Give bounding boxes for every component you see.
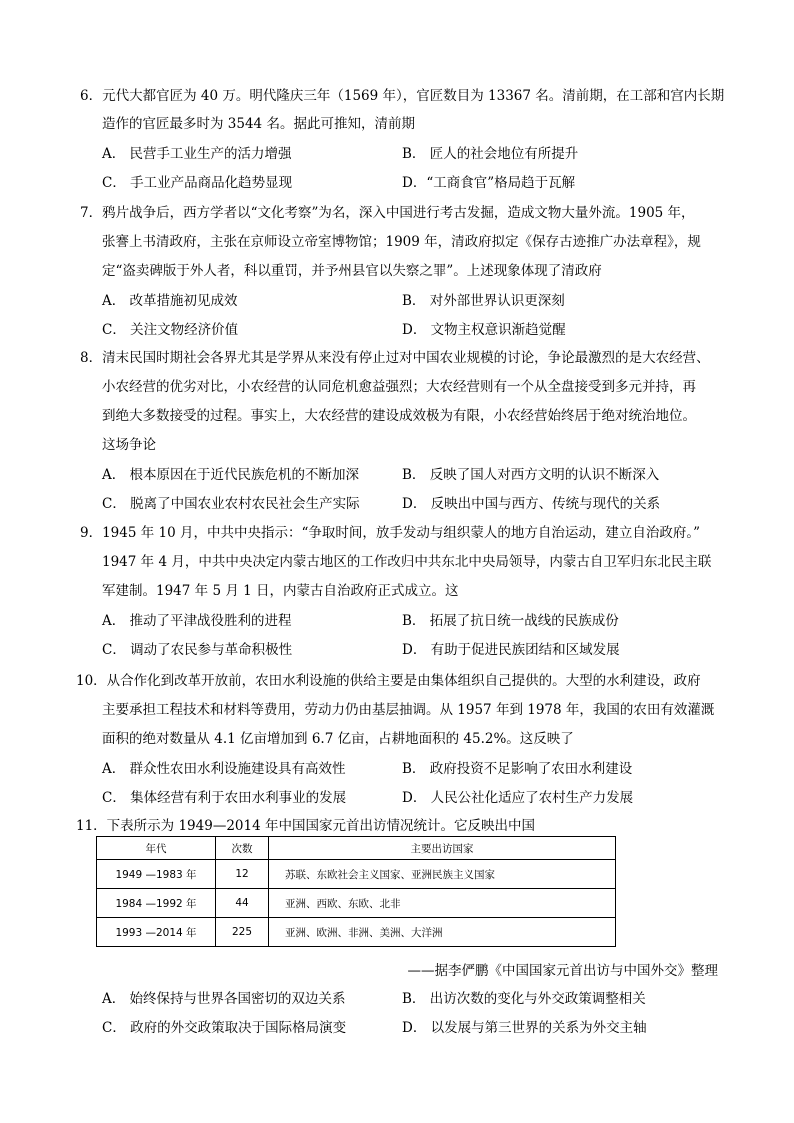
- table-cell: 亚洲、西欧、东欧、北非: [269, 889, 616, 918]
- table-header-cell: 主要出访国家: [269, 837, 616, 860]
- table-row: [97, 918, 616, 947]
- table-cell: 1993 —2014 年: [97, 918, 216, 947]
- option-d[interactable]: D．“工商食官”格局趋于瓦解: [402, 175, 576, 191]
- question-stem-line: 面积的绝对数量从 4.1 亿亩增加到 6.7 亿亩，占耕地面积的 45.2%。这反映了: [102, 731, 574, 747]
- table-cell: 1949 —1983 年: [97, 860, 216, 889]
- question-stem-line: 到绝大多数接受的过程。事实上，大农经营的建设成效极为有限，小农经营始终居于绝对统治地位。: [102, 408, 696, 424]
- table-header-cell: 年代: [97, 837, 216, 860]
- option-c[interactable]: C． 手工业产品商品化趋势显现: [102, 175, 293, 191]
- table-cell: 12: [216, 860, 269, 889]
- question-stem-line: 军建制。1947 年 5 月 1 日，内蒙古自治政府正式成立。这: [102, 583, 459, 599]
- option-c[interactable]: C． 集体经营有利于农田水利事业的发展: [102, 790, 347, 806]
- question-stem-line: 10．从合作化到改革开放前，农田水利设施的供给主要是由集体组织自己提供的。大型的水利建设，政府: [76, 673, 701, 689]
- option-b[interactable]: B． 对外部世界认识更深刻: [402, 293, 565, 309]
- option-d[interactable]: D． 有助于促进民族团结和区域发展: [402, 642, 620, 658]
- table-header-cell: 次数: [216, 837, 269, 860]
- option-c[interactable]: C． 脱离了中国农业农村农民社会生产实际: [102, 496, 360, 512]
- question-stem-line: 9．1945 年 10 月，中共中央指示：“争取时间，放手发动与组织蒙人的地方自治运动，建立自治政府。”: [80, 525, 701, 541]
- option-a[interactable]: A． 根本原因在于近代民族危机的不断加深: [102, 467, 360, 483]
- option-a[interactable]: A． 推动了平津战役胜利的进程: [102, 613, 292, 629]
- option-a[interactable]: A． 民营手工业生产的活力增强: [102, 146, 292, 162]
- option-b[interactable]: B． 政府投资不足影响了农田水利建设: [402, 761, 633, 777]
- question-stem-line: 11．下表所示为 1949—2014 年中国国家元首出访情况统计。它反映出中国: [76, 818, 535, 834]
- table-source-note: ——据李俨鹏《中国国家元首出访与中国外交》整理: [407, 963, 718, 979]
- option-a[interactable]: A． 群众性农田水利设施建设具有高效性: [102, 761, 346, 777]
- question-stem-line: 小农经营的优劣对比，小农经营的认同危机愈益强烈；大农经营则有一个从全盘接受到多元并持，再: [102, 379, 696, 395]
- table-row: [97, 860, 616, 889]
- table-cell: 225: [216, 918, 269, 947]
- question-stem-line: 造作的官匠最多时为 3544 名。据此可推知，清前期: [102, 116, 415, 132]
- option-d[interactable]: D． 反映出中国与西方、传统与现代的关系: [402, 496, 661, 512]
- table-cell: 亚洲、欧洲、非洲、美洲、大洋洲: [269, 918, 616, 947]
- table-cell: 苏联、东欧社会主义国家、亚洲民族主义国家: [269, 860, 616, 889]
- table-row: [97, 889, 616, 918]
- option-c[interactable]: C． 调动了农民参与革命积极性: [102, 642, 293, 658]
- option-a[interactable]: A． 始终保持与世界各国密切的双边关系: [102, 991, 346, 1007]
- question-stem-line: 8．清末民国时期社会各界尤其是学界从来没有停止过对中国农业规模的讨论，争论最激烈的是大农经营、: [80, 350, 710, 366]
- question-stem-line: 这场争论: [102, 437, 156, 453]
- question-stem-line: 1947 年 4 月，中共中央决定内蒙古地区的工作改归中共东北中央局领导，内蒙古自卫军归东北民主联: [102, 554, 712, 570]
- option-a[interactable]: A． 改革措施初见成效: [102, 293, 238, 309]
- option-c[interactable]: C． 关注文物经济价值: [102, 322, 239, 338]
- table-cell: 1984 —1992 年: [97, 889, 216, 918]
- option-b[interactable]: B． 匠人的社会地位有所提升: [402, 146, 579, 162]
- question-stem-line: 7．鸦片战争后，西方学者以“文化考察”为名，深入中国进行考古发掘，造成文物大量外流。1905 年，: [80, 205, 695, 221]
- option-c[interactable]: C． 政府的外交政策取决于国际格局演变: [102, 1020, 347, 1036]
- option-b[interactable]: B． 反映了国人对西方文明的认识不断深入: [402, 467, 660, 483]
- option-b[interactable]: B． 出访次数的变化与外交政策调整相关: [402, 991, 646, 1007]
- option-d[interactable]: D． 文物主权意识渐趋觉醒: [402, 322, 566, 338]
- option-d[interactable]: D． 以发展与第三世界的关系为外交主轴: [402, 1020, 647, 1036]
- table-cell: 44: [216, 889, 269, 918]
- option-d[interactable]: D． 人民公社化适应了农村生产力发展: [402, 790, 634, 806]
- question-stem-line: 张謇上书清政府，主张在京师设立帝室博物馆；1909 年，清政府拟定《保存古迹推广办法章程》，规: [102, 234, 701, 250]
- table-header-row: [97, 837, 616, 860]
- question-stem-line: 主要承担工程技术和材料等费用，劳动力仍由基层抽调。从 1957 年到 1978 年，我国的农田有效灌溉: [102, 702, 715, 718]
- option-b[interactable]: B． 拓展了抗日统一战线的民族成份: [402, 613, 619, 629]
- question-stem-line: 定“盗卖碑版于外人者，科以重罚，并予州县官以失察之罪”。上述现象体现了清政府: [102, 263, 602, 279]
- visit-statistics-table: [96, 836, 616, 947]
- question-stem-line: 6．元代大都官匠为 40 万。明代隆庆三年（1569 年），官匠数目为 13367 名。清前期，在工部和宫内长期: [80, 88, 725, 104]
